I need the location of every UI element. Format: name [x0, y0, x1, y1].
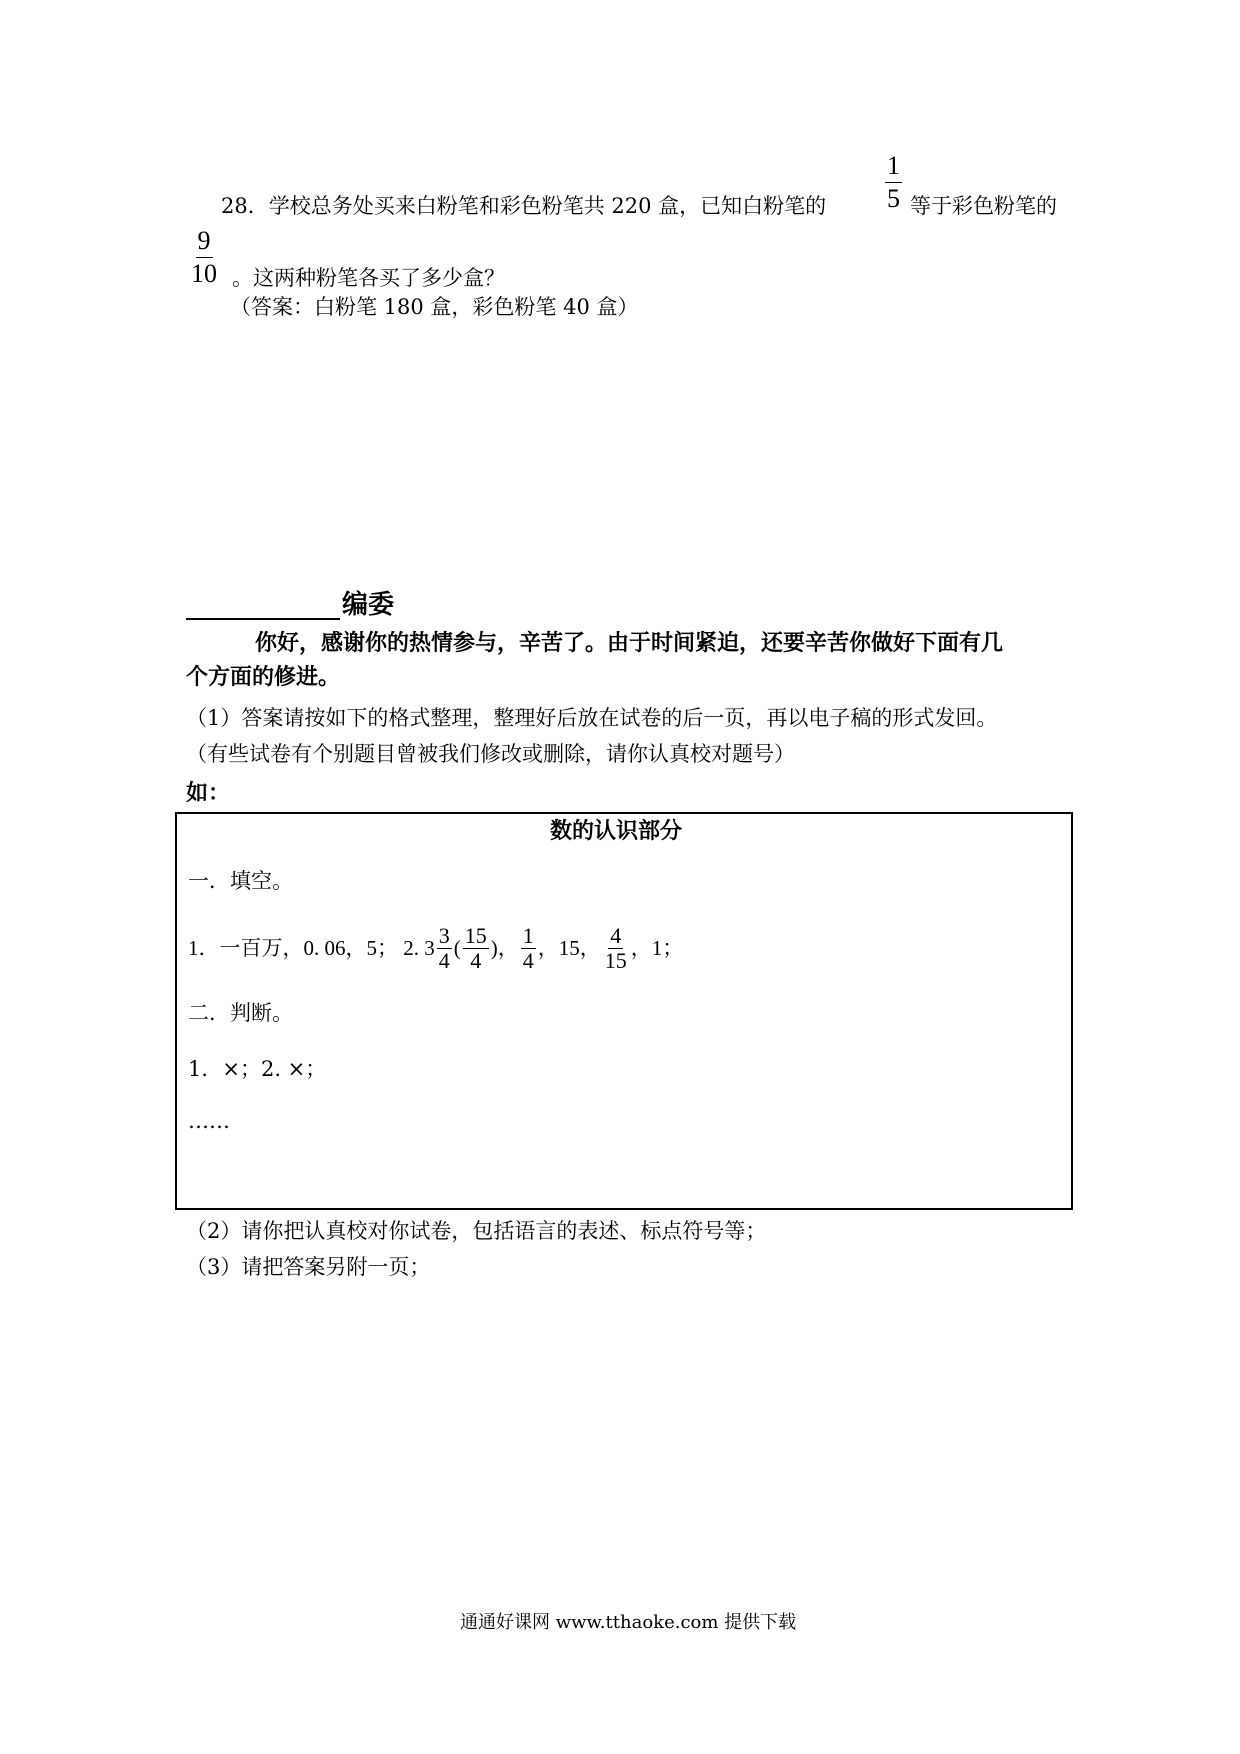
greeting-line-2: 个方面的修进。 [186, 665, 341, 690]
answer-line-1-mid: ，15， [537, 936, 601, 960]
page-footer: 通通好课网 www.tthaoke.com 提供下载 [460, 1612, 797, 1633]
instruction-1: （1）答案请按如下的格式整理，整理好后放在试卷的后一页，再以电子稿的形式发回。 [186, 706, 998, 730]
paren-close: )， [490, 936, 519, 960]
greeting-line-1: 你好，感谢你的热情参与，辛苦了。由于时间紧迫，还要辛苦你做好下面有几 [255, 631, 1004, 656]
editor-heading: 编委 [342, 590, 395, 620]
box-title: 数的认识部分 [550, 819, 683, 844]
box-section-fill-blank: 一．填空。 [188, 869, 293, 893]
answer-line: （答案：白粉笔 180 盒，彩色粉笔 40 盒） [230, 295, 639, 319]
answer-line-1-tail: ，1； [630, 936, 684, 960]
answer-line-1-prefix: 1．一百万，0. 06，5； 2. 3 [188, 936, 435, 960]
instruction-1-note: （有些试卷有个别题目曾被我们修改或删除，请你认真校对题号） [186, 742, 795, 766]
box-section-judge: 二．判断。 [188, 1001, 293, 1025]
fraction-four-fifteenths: $\frac{4}{15}$ [604, 922, 627, 973]
instruction-3: （3）请把答案另附一页； [186, 1255, 431, 1279]
mixed-fraction-part: $\frac{3}{4}$ [438, 922, 450, 973]
paren-open: ( [453, 936, 461, 960]
instruction-2: （2）请你把认真校对你试卷，包括语言的表述、标点符号等； [186, 1219, 767, 1243]
question-text-c: 。这两种粉笔各买了多少盒？ [232, 266, 505, 290]
box-ellipsis: …… [188, 1109, 230, 1133]
fraction-denominator: 5 [887, 184, 900, 213]
example-answer-box [175, 812, 1073, 1210]
example-label: 如： [186, 781, 231, 806]
improper-fraction: $\frac{15}{4}$ [464, 922, 487, 973]
fraction-one-quarter: $\frac{1}{4}$ [522, 922, 534, 973]
question-text-a: 28．学校总务处买来白粉笔和彩色粉笔共 220 盒，已知白粉笔的 [221, 194, 827, 218]
box-answer-line-1 [188, 918, 683, 978]
signature-underline [186, 618, 340, 620]
question-28-line1 [221, 193, 826, 219]
fraction-numerator: 1 [885, 150, 902, 183]
fraction-nine-tenths [187, 225, 221, 290]
question-text-b: 等于彩色粉笔的 [910, 194, 1057, 218]
fraction-denominator: 10 [191, 259, 217, 288]
fraction-one-fifth [883, 150, 904, 215]
box-answer-line-2: 1．×；2. ×； [188, 1057, 327, 1081]
fraction-numerator: 9 [196, 225, 213, 258]
